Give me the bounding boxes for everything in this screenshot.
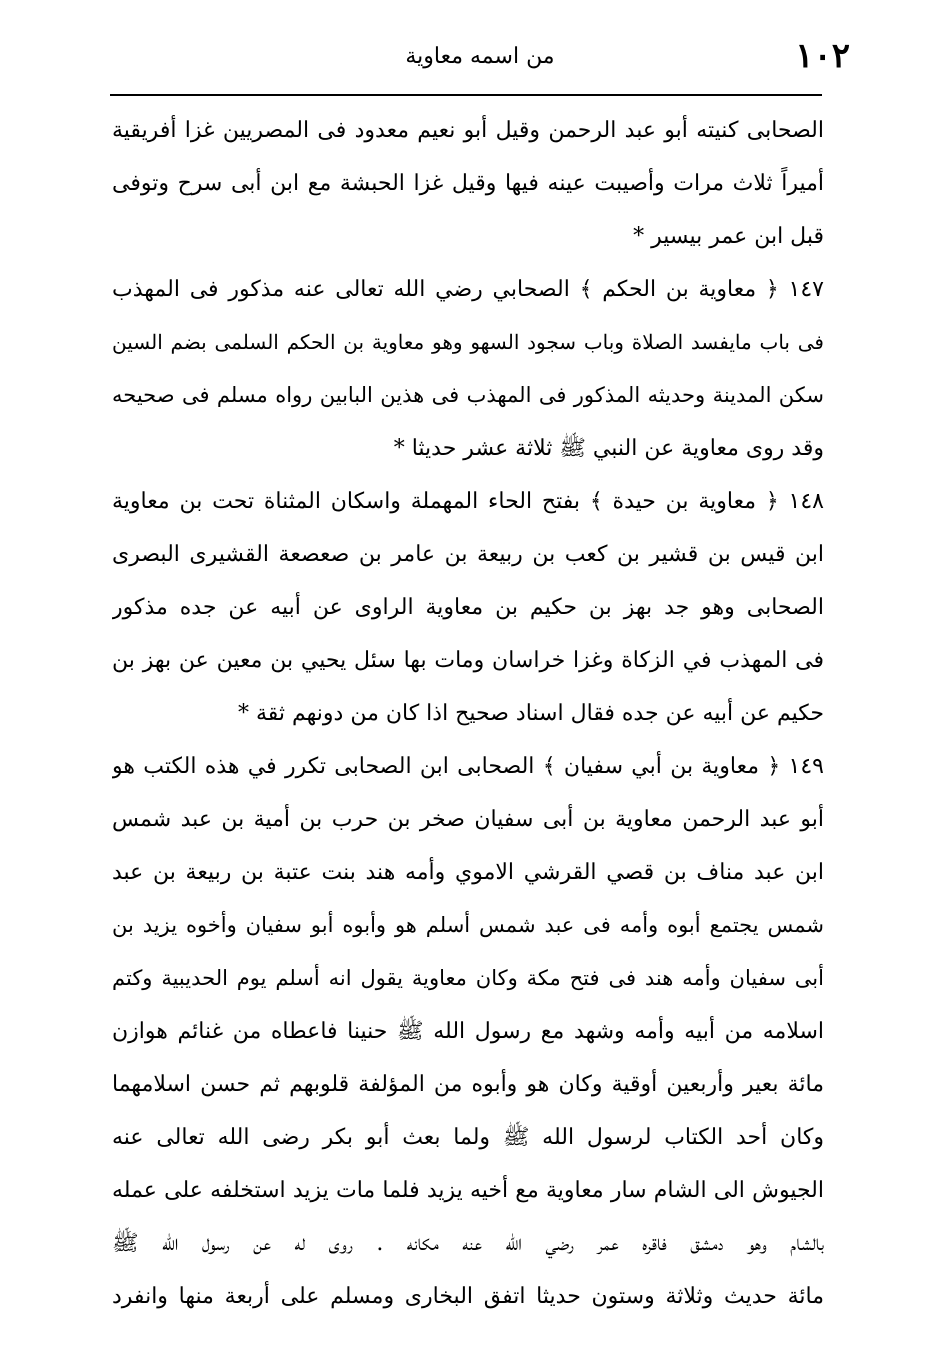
entry-heading-line: ١٤٧ ﴿ معاوية بن الحكم ﴾ الصحابي رضي الله تعالى عنه مذكور فى المهذب	[112, 277, 824, 302]
text-line: الصحابى وهو جد بهز بن حكيم بن معاوية الراوى عن أبيه عن جده مذكور	[112, 595, 824, 620]
text-line: ابن عبد مناف بن قصي القرشي الاموي وأمه هند بنت عتبة بن ربيعة بن عبد	[112, 860, 824, 885]
text-line: فى باب مايفسد الصلاة وباب سجود السهو وهو معاوية بن الحكم السلمى بضم السين	[112, 330, 824, 354]
text-line: بالشام وهو دمشق فاقره عمر رضي الله عنه مكانه . روى له عن رسول الله ﷺ	[112, 1231, 824, 1256]
page-number: ١٠٢	[795, 36, 850, 76]
text-line: الجيوش الى الشام سار معاوية مع أخيه يزيد فلما مات يزيد استخلفه على عمله	[112, 1178, 824, 1203]
text-line: أميراً ثلاث مرات وأصيبت عينه فيها وقيل غزا الحبشة مع ابن أبى سرح وتوفى	[112, 171, 824, 196]
text-line: قبل ابن عمر بيسير *	[633, 224, 824, 249]
running-title: من اسمه معاوية	[405, 44, 555, 69]
text-line: شمس يجتمع أبوه وأمه فى عبد شمس أسلم هو وأبوه أبو سفيان وأخوه يزيد بن	[112, 913, 824, 937]
text-line: سكن المدينة وحديثه المذكور فى المهذب فى هذين البابين رواه مسلم فى صحيحه	[112, 383, 824, 407]
text-line: وكان أحد الكتاب لرسول الله ﷺ ولما بعث أبو بكر رضى الله تعالى عنه	[112, 1125, 824, 1150]
text-line: الصحابى كنيته أبو عبد الرحمن وقيل أبو نعيم معدود فى المصريين غزا أفريقية	[112, 118, 824, 143]
page-header	[110, 30, 850, 88]
text-line: أبو عبد الرحمن معاوية بن أبى سفيان صخر بن حرب بن أمية بن عبد شمس	[112, 807, 824, 832]
text-line: ابن قيس بن قشير بن كعب بن ربيعة بن عامر بن صعصعة القشيرى البصرى	[112, 542, 824, 567]
text-line: وقد روى معاوية عن النبي ﷺ ثلاثة عشر حديثا *	[393, 436, 824, 461]
text-line: أبى سفيان وأمه هند فى فتح مكة وكان معاوية يقول انه أسلم يوم الحديبية وكتم	[112, 966, 824, 990]
entry-heading-line: ١٤٩ ﴿ معاوية بن أبي سفيان ﴾ الصحابى ابن الصحابى تكرر في هذه الكتب هو	[112, 754, 824, 779]
text-line: مائة حديث وثلاثة وستون حديثا اتفق البخارى ومسلم على أربعة منها وانفرد	[112, 1284, 824, 1309]
text-line: حكيم عن أبيه عن جده فقال اسناد صحيح اذا كان من دونهم ثقة *	[237, 701, 824, 726]
text-line: اسلامه من أبيه وأمه وشهد مع رسول الله ﷺ حنينا فاعطاه من غنائم هوازن	[112, 1019, 824, 1044]
text-line: فى المهذب في الزكاة وغزا خراسان ومات بها سئل يحيي بن معين عن بهز بن	[112, 648, 824, 673]
text-body	[112, 104, 824, 1323]
entry-heading-line: ١٤٨ ﴿ معاوية بن حيدة ﴾ بفتح الحاء المهملة واسكان المثناة تحت بن معاوية	[112, 489, 824, 514]
text-line: مائة بعير وأربعين أوقية وكان هو وأبوه من المؤلفة قلوبهم ثم حسن اسلامهما	[112, 1072, 824, 1097]
header-rule	[110, 94, 822, 96]
